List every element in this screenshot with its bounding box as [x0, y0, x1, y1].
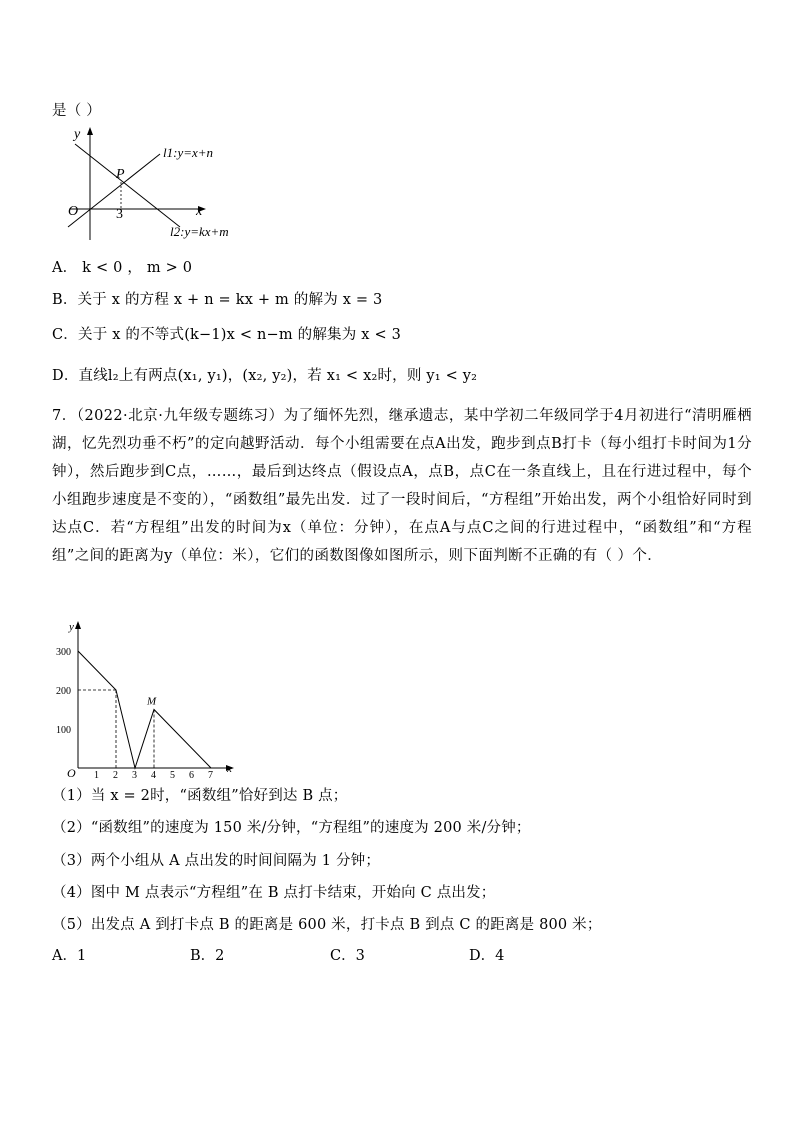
q6-option-a: A． k < 0 ， m > 0 [52, 260, 193, 276]
q7-y-arrow-icon [75, 621, 81, 629]
q7-source: （2022·北京·九年级专题练习） [76, 408, 284, 424]
q7-statement-3: （3）两个小组从 A 点出发的时间间隔为 1 分钟； [52, 853, 381, 869]
x-tick-label-6: 6 [189, 770, 194, 781]
y-tick-label-100: 100 [56, 725, 71, 736]
q7-choice-b: B．2 [190, 948, 225, 964]
q6-figure [60, 122, 260, 242]
q6-option-b: B．关于 x 的方程 x + n = kx + m 的解为 x = 3 [52, 292, 383, 308]
q6-label-tick: 3 [116, 207, 123, 222]
q7-statement-4: （4）图中 M 点表示“方程组”在 B 点打卡结束，开始向 C 点出发； [52, 885, 496, 901]
x-tick-label-3: 3 [132, 770, 137, 781]
q6-label-l1: l1:y=x+n [163, 145, 214, 160]
q6-label-l2: l2:y=kx+m [170, 224, 229, 239]
q6-label-x: x [196, 204, 203, 219]
q6-option-c: C．关于 x 的不等式(k−1)x < n−m 的解集为 x < 3 [52, 327, 402, 343]
q6-line-l1 [68, 154, 160, 227]
x-tick-label-1: 1 [94, 770, 99, 781]
q7-statement-2: （2）“函数组”的速度为 150 米/分钟，“方程组”的速度为 200 米/分钟； [52, 820, 531, 836]
q6-label-origin: O [68, 204, 79, 219]
q7-statement-5: （5）出发点 A 到打卡点 B 的距离是 600 米，打卡点 B 到点 C 的距离是 800 米； [52, 917, 602, 933]
series-line-distance [78, 651, 211, 768]
q7-choice-c: C．3 [330, 948, 365, 964]
q6-label-y: y [74, 127, 81, 142]
q6-label-p: P [116, 167, 125, 182]
q7-label-y: y [69, 621, 74, 633]
q7-stem [52, 402, 752, 570]
q6-y-arrow-icon [87, 127, 93, 135]
annotation-M: M [147, 695, 157, 708]
y-tick-label-200: 200 [56, 686, 71, 697]
y-tick-label-300: 300 [56, 647, 71, 658]
q7-chart [52, 618, 252, 783]
q6-option-d: D．直线l₂上有两点(x₁, y₁)，(x₂, y₂)，若 x₁ < x₂时，则 y₁ < y₂ [52, 368, 478, 384]
q7-stem-text: 为了缅怀先烈，继承遗志，某中学初二年级同学于4月初进行“清明雁栖湖，忆先烈功垂不朽”的定向越野活动．每个小组需要在点A出发，跑步到点B打卡（每小组打卡时间为1分钟），然后跑步到C点，……，最后到达终点（假设点A，点B，点C在一条直线上，且在行进过程中，每个小组跑步速度是不变的），“函数组”最先出发．过了一段时间后，“方程组”开始出发，两个小组恰好同时到达点C．若“方程组”出发的时间为x（单位：分钟），在点A与点C之间的行进过程中，“函数组”和“方程组”之间的距离为y（单位：米），它们的函数图像如图所示，则下面判断不正确的有（ ）个． [52, 408, 752, 564]
q7-label-origin: O [67, 766, 76, 780]
x-tick-label-7: 7 [208, 770, 213, 781]
x-tick-label-2: 2 [113, 770, 118, 781]
q7-number: 7． [52, 408, 77, 424]
q7-label-x: x [227, 763, 232, 775]
x-tick-label-4: 4 [151, 770, 156, 781]
q7-statement-1: （1）当 x = 2时，“函数组”恰好到达 B 点； [52, 788, 348, 804]
q7-choice-a: A．1 [52, 948, 87, 964]
q7-choice-d: D．4 [469, 948, 505, 964]
x-tick-label-5: 5 [170, 770, 175, 781]
q6-stem-tail: 是（ ） [52, 103, 101, 119]
